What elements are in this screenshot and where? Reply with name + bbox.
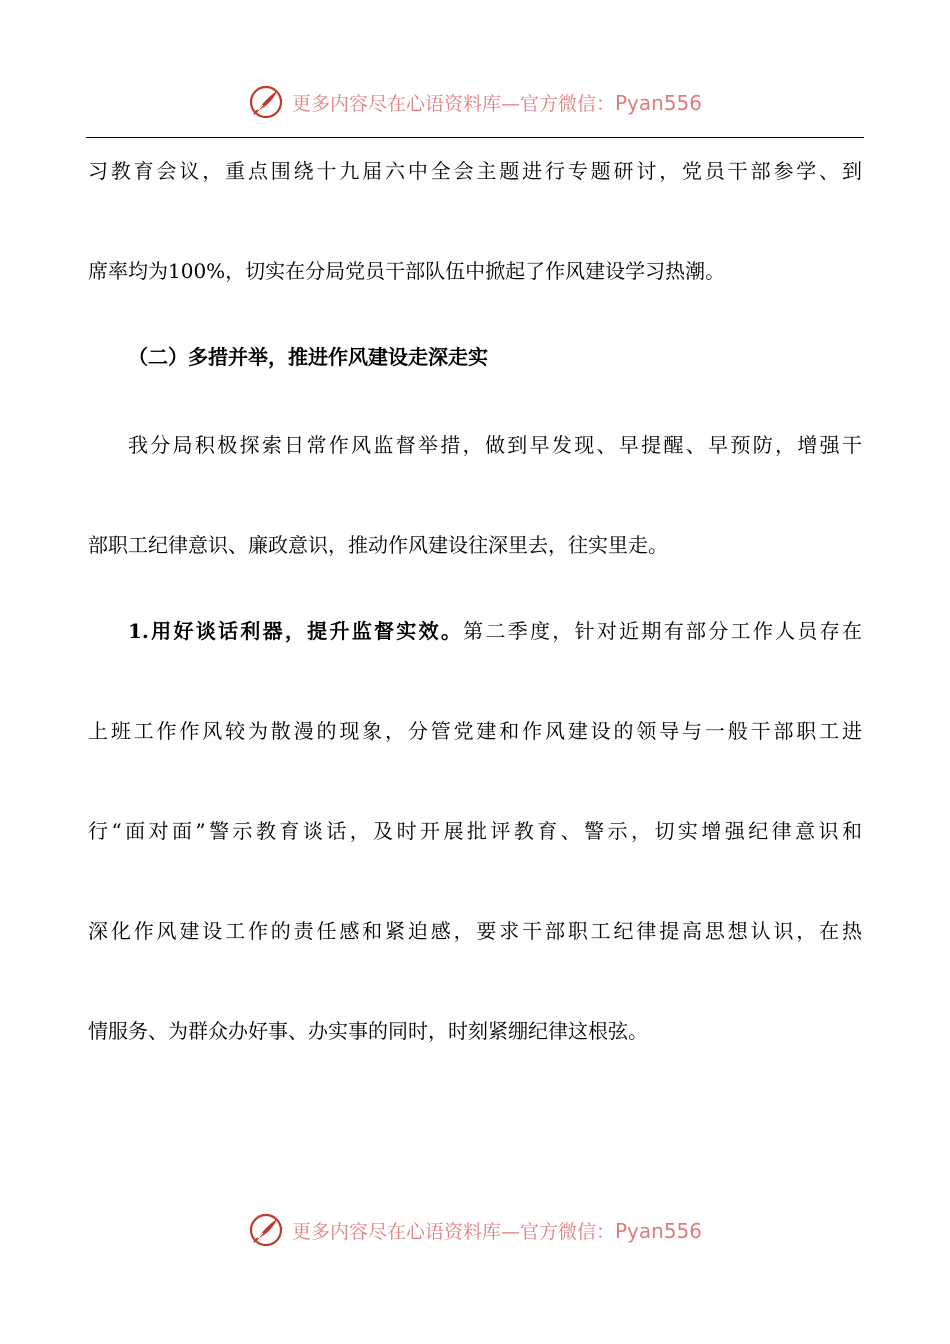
watermark-wechat-id: Pyan556 <box>615 1218 703 1243</box>
header-divider <box>86 137 864 138</box>
item-title: 1.用好谈话利器，提升监督实效。 <box>128 619 464 643</box>
feather-pen-seal-icon <box>248 1212 284 1248</box>
watermark-main-text: 更多内容尽在心语资料库—官方微信： <box>291 92 615 115</box>
header-watermark <box>0 80 950 124</box>
watermark-main-text: 更多内容尽在心语资料库—官方微信： <box>291 1220 615 1243</box>
paragraph-line: 情服务、为群众办好事、办实事的同时，时刻紧绷纪律这根弦。 <box>88 1019 648 1043</box>
section-heading: （二）多措并举，推进作风建设走深走实 <box>128 345 488 369</box>
paragraph-line: 习教育会议，重点围绕十九届六中全会主题进行专题研讨，党员干部参学、到 <box>88 159 862 183</box>
paragraph-line: 上班工作作风较为散漫的现象，分管党建和作风建设的领导与一般干部职工进 <box>88 719 862 743</box>
document-body <box>88 146 862 1056</box>
watermark-wechat-id: Pyan556 <box>615 90 703 115</box>
item-text: 第二季度，针对近期有部分工作人员存在 <box>463 619 862 643</box>
paragraph-line: 我分局积极探索日常作风监督举措，做到早发现、早提醒、早预防，增强干 <box>128 433 862 457</box>
watermark-text <box>292 1217 702 1244</box>
paragraph-line: 部职工纪律意识、廉政意识，推动作风建设往深里去，往实里走。 <box>88 533 668 557</box>
paragraph-line: 深化作风建设工作的责任感和紧迫感，要求干部职工纪律提高思想认识，在热 <box>88 919 862 943</box>
paragraph-line: 行“面对面”警示教育谈话，及时开展批评教育、警示，切实增强纪律意识和 <box>88 819 862 843</box>
watermark-text <box>292 89 702 116</box>
footer-watermark <box>0 1208 950 1252</box>
feather-pen-seal-icon <box>248 84 284 120</box>
item-first-line <box>88 606 862 656</box>
paragraph-line: 席率均为100%，切实在分局党员干部队伍中掀起了作风建设学习热潮。 <box>88 259 726 283</box>
